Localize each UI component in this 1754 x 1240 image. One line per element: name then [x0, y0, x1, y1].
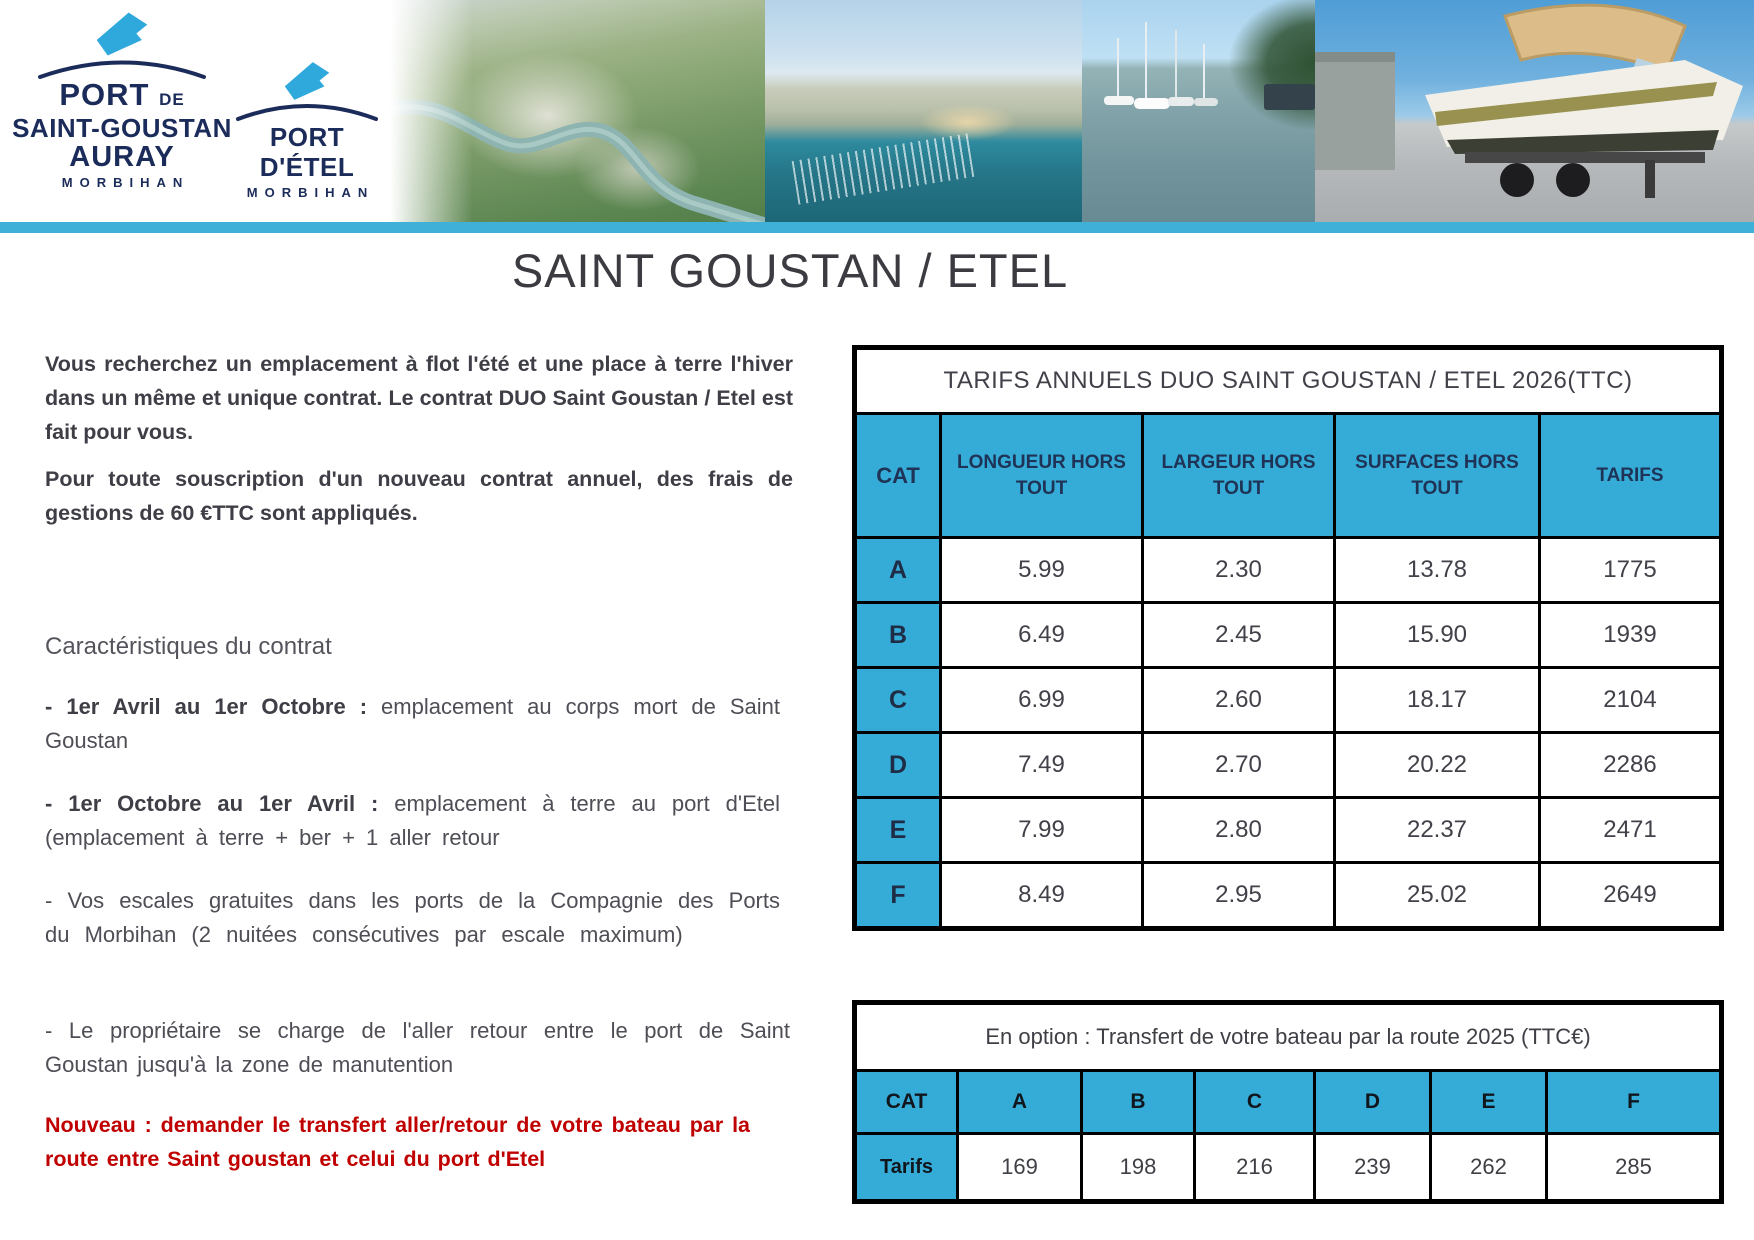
logo-name: SAINT-GOUSTAN — [12, 113, 232, 143]
table-row — [855, 668, 1722, 733]
value-cell: 13.78 — [1335, 538, 1540, 603]
transfert-option-table — [852, 1000, 1724, 1204]
table-row — [855, 1134, 1722, 1202]
column-header-d: D — [1315, 1071, 1431, 1134]
table-row — [855, 863, 1722, 929]
value-cell: 1775 — [1540, 538, 1722, 603]
table-row — [855, 603, 1722, 668]
feature-lead: - 1er Avril au 1er Octobre : — [45, 694, 382, 719]
value-cell: 6.49 — [941, 603, 1143, 668]
logo-name: PORT D'ÉTEL — [259, 122, 355, 182]
column-header-largeur: LARGEUR HORS TOUT — [1143, 414, 1335, 538]
flag-icon — [89, 8, 155, 60]
photo-moored-sailboats — [1082, 0, 1315, 222]
table-header-row — [855, 414, 1722, 538]
value-cell: 20.22 — [1335, 733, 1540, 798]
motorboat-shapes — [1315, 0, 1754, 222]
value-cell: 2.70 — [1143, 733, 1335, 798]
feature-text: emplacement à terre au port d'Etel (emplacement à terre + ber + 1 aller retour — [45, 791, 780, 850]
category-cell: B — [855, 603, 941, 668]
table-header-row — [855, 1071, 1722, 1134]
value-cell: 2471 — [1540, 798, 1722, 863]
value-cell: 2.60 — [1143, 668, 1335, 733]
intro-paragraph-2: Pour toute souscription d'un nouveau contrat annuel, des frais de gestions de 60 €TTC sont appliqués. — [45, 467, 793, 525]
value-cell: 198 — [1082, 1134, 1195, 1202]
arc-swoosh-icon — [232, 100, 382, 122]
logo-word-port: PORT — [59, 77, 150, 112]
logo-line — [12, 77, 232, 115]
column-header-e: E — [1431, 1071, 1547, 1134]
column-header-f: F — [1547, 1071, 1722, 1134]
column-header-b: B — [1082, 1071, 1195, 1134]
river-shape — [390, 0, 765, 222]
value-cell: 262 — [1431, 1134, 1547, 1202]
feature-item — [45, 690, 780, 758]
tarifs-annuels-table — [852, 345, 1724, 931]
value-cell: 22.37 — [1335, 798, 1540, 863]
value-cell: 2.45 — [1143, 603, 1335, 668]
category-cell: F — [855, 863, 941, 929]
value-cell: 15.90 — [1335, 603, 1540, 668]
value-cell: 169 — [958, 1134, 1082, 1202]
logo-city: AURAY — [69, 141, 175, 173]
column-header-surfaces: SURFACES HORS TOUT — [1335, 414, 1540, 538]
value-cell: 1939 — [1540, 603, 1722, 668]
category-cell: E — [855, 798, 941, 863]
value-cell: 7.49 — [941, 733, 1143, 798]
highlight-note: Nouveau : demander le transfert aller/retour de votre bateau par la route entre Saint goustan et celui du port d'Etel — [45, 1113, 750, 1171]
feature-item: - Le propriétaire se charge de l'aller retour entre le port de Saint Goustan jusqu'à la zone de manutention — [45, 1018, 790, 1077]
value-cell: 239 — [1315, 1134, 1431, 1202]
table-row — [855, 538, 1722, 603]
value-cell: 6.99 — [941, 668, 1143, 733]
teal-divider — [0, 222, 1754, 233]
logo-region: MORBIHAN — [61, 175, 190, 190]
header-strip — [0, 0, 1754, 222]
value-cell: 25.02 — [1335, 863, 1540, 929]
page-title: SAINT GOUSTAN / ETEL — [511, 244, 1069, 297]
table-row — [855, 733, 1722, 798]
flag-icon — [278, 58, 336, 104]
logo-region: MORBIHAN — [246, 185, 375, 200]
photo-aerial-etel-marina — [765, 0, 1082, 222]
contract-heading: Caractéristiques du contrat — [45, 633, 332, 660]
feature-item — [45, 787, 780, 855]
column-header-cat: CAT — [855, 1071, 958, 1134]
photo-aerial-auray — [390, 0, 765, 222]
value-cell: 285 — [1547, 1134, 1722, 1202]
value-cell: 18.17 — [1335, 668, 1540, 733]
table-row — [855, 798, 1722, 863]
value-cell: 2649 — [1540, 863, 1722, 929]
feature-item: - Vos escales gratuites dans les ports de la Compagnie des Ports du Morbihan (2 nuitées consécutives par escale maximum) — [45, 888, 780, 947]
table-title: TARIFS ANNUELS DUO SAINT GOUSTAN / ETEL 2026(TTC) — [855, 348, 1722, 414]
category-cell: A — [855, 538, 941, 603]
category-cell: C — [855, 668, 941, 733]
column-header-a: A — [958, 1071, 1082, 1134]
photo-strip — [390, 0, 1754, 222]
feature-text: emplacement au corps mort de Saint Goustan — [45, 694, 780, 753]
logo-port-etel — [224, 58, 390, 204]
feature-lead: - 1er Octobre au 1er Avril : — [45, 791, 395, 816]
intro-paragraph-1: Vous recherchez un emplacement à flot l'été et une place à terre l'hiver dans un même et unique contrat. Le contrat DUO Saint Goustan / Etel est fait pour vous. — [45, 352, 793, 444]
column-header-longueur: LONGUEUR HORS TOUT — [941, 414, 1143, 538]
value-cell: 5.99 — [941, 538, 1143, 603]
value-cell: 2.80 — [1143, 798, 1335, 863]
category-cell: D — [855, 733, 941, 798]
value-cell: 2.30 — [1143, 538, 1335, 603]
column-header-tarifs: TARIFS — [1540, 414, 1722, 538]
column-header-cat: CAT — [855, 414, 941, 538]
logo-port-saint-goustan — [12, 8, 232, 194]
logo-word-de: DE — [159, 90, 185, 109]
value-cell: 2.95 — [1143, 863, 1335, 929]
row-label-tarifs: Tarifs — [855, 1134, 958, 1202]
value-cell: 2104 — [1540, 668, 1722, 733]
sailboats-shapes — [1082, 0, 1315, 222]
photo-boat-on-trailer — [1315, 0, 1754, 222]
value-cell: 8.49 — [941, 863, 1143, 929]
value-cell: 2286 — [1540, 733, 1722, 798]
value-cell: 7.99 — [941, 798, 1143, 863]
column-header-c: C — [1195, 1071, 1315, 1134]
value-cell: 216 — [1195, 1134, 1315, 1202]
table-title: En option : Transfert de votre bateau par la route 2025 (TTC€) — [855, 1003, 1722, 1071]
